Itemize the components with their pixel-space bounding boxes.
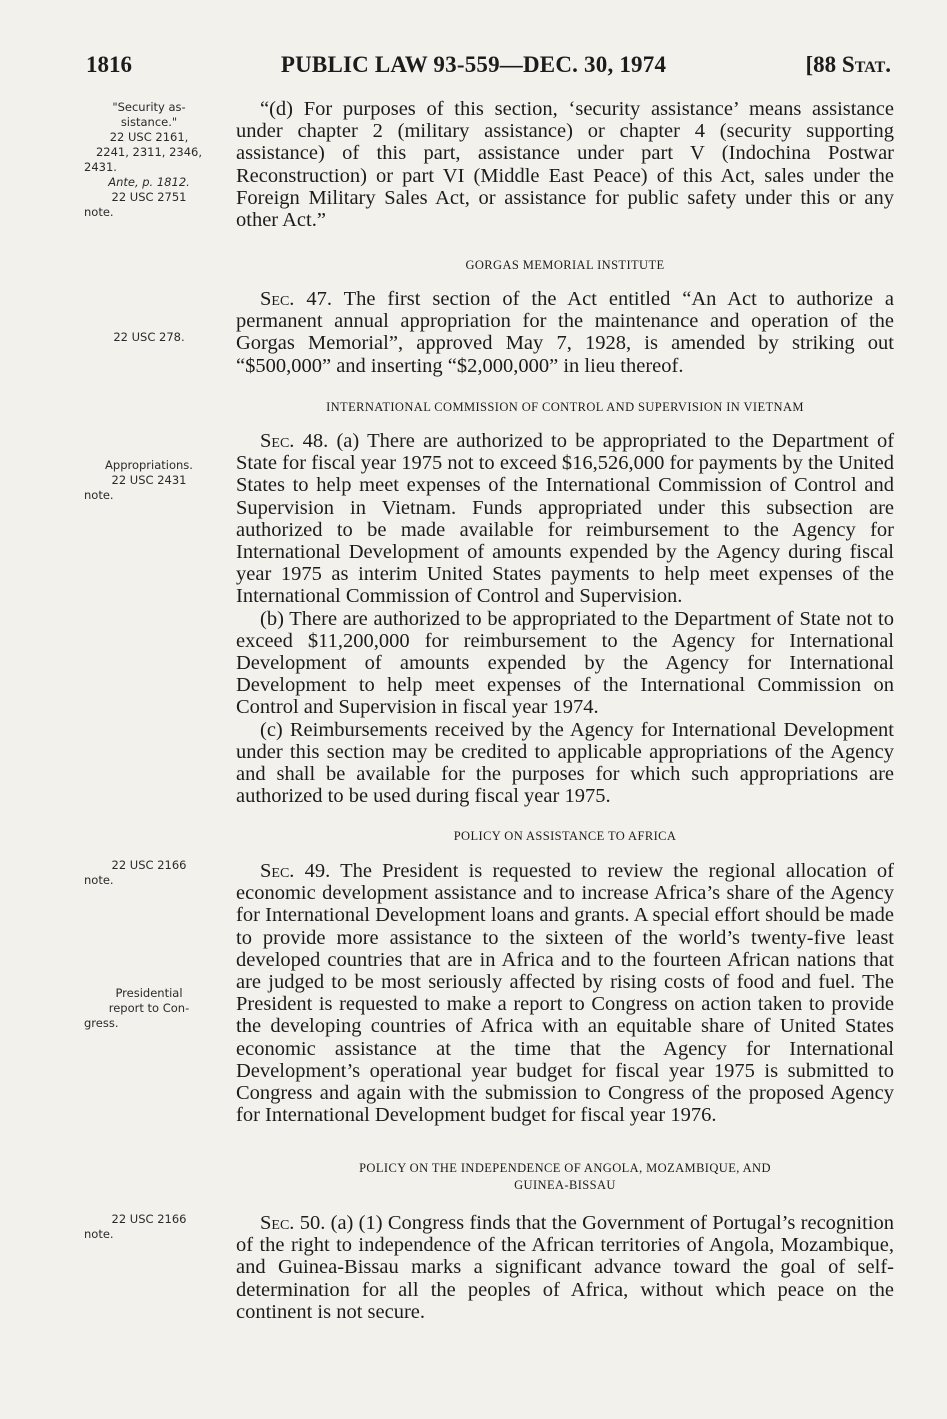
heading-line: GUINEA-BISSAU [514,1178,616,1192]
paragraph-d-security-assistance [236,98,894,231]
margin-note-line: 22 USC 2161, [109,130,189,144]
margin-note-line: sistance." [120,115,178,129]
section-label: Sec. 50. [260,1212,326,1234]
margin-note-line: note. [84,205,114,219]
heading-line: POLICY ON THE INDEPENDENCE OF ANGOLA, MOZAMBIQUE, AND [359,1161,771,1175]
section-paragraph [236,860,894,1126]
section-48 [236,430,894,807]
section-paragraph: (b) There are authorized to be appropriated to the Department of State not to exceed $11,200,000 for reimbursement to the Agency for International Development of amounts expended by the Agency for International Development to help meet expenses of the International Commission on Control and Supervision in fiscal year 1974. [236,607,894,719]
margin-note-22-usc-2166-a [84,858,214,888]
margin-note-line: gress. [84,1016,119,1030]
margin-note-line: Presidential [115,986,183,1000]
section-paragraph: (c) Reimbursements received by the Agency for International Development under this section may be credited to applicable appropriations of the Agency and shall be available for the purposes for which such appropriations are authorized to be used during fiscal year 1975. [236,718,894,808]
margin-note-line: 22 USC 2431 [111,473,187,487]
section-label: Sec. 49. [260,860,331,882]
margin-note-22-usc-2166-b [84,1212,214,1242]
section-50 [236,1212,894,1323]
margin-note-line: report to Con- [108,1001,190,1015]
section-paragraph [236,288,894,377]
section-text: (a) (1) Congress finds that the Government of Portugal’s recognition of the right to independence of the African territories of Angola, Mozambique, and Guinea-Bissau marks a significant advance toward the goal of self-determination for all the peoples of Africa, without which peace on the continent is not secure. [236,1212,895,1323]
heading-gorgas-memorial: GORGAS MEMORIAL INSTITUTE [465,258,665,272]
margin-note-line: note. [84,488,114,502]
margin-note-line: 22 USC 278. [113,330,185,344]
margin-note-line: Ante, p. 1812. [108,175,190,189]
margin-note-line: 22 USC 2751 [111,190,187,204]
running-title: PUBLIC LAW 93-559—DEC. 30, 1974 [280,52,667,77]
margin-note-line: Appropriations. [105,458,193,472]
section-text: The first section of the Act entitled “An Act to authorize a permanent annual appropriation for the maintenance and operation of the Gorgas Memorial”, approved May 7, 1928, is amended by striking out “$500,000” and inserting “$2,000,000” in lieu thereof. [236,288,894,377]
statute-volume: [88 Stat. [805,52,891,77]
heading-iccs-vietnam: INTERNATIONAL COMMISSION OF CONTROL AND SUPERVISION IN VIETNAM [326,400,804,414]
margin-note-line: 2241, 2311, 2346, [95,145,203,159]
margin-note-line: 22 USC 2166 [111,1212,187,1226]
paragraph-text: “(d) For purposes of this section, ‘security assistance’ means assistance under chapter 2 (military assistance) or chapter 4 (security supporting assistance) of this part, assistance under part V (Indochina Postwar Reconstruction) or part VI (Middle East Peace) of this Act, sales under the Foreign Military Sales Act, or assistance for public safety under this or any other Act.” [236,98,894,232]
margin-note-line: "Security as- [112,100,186,114]
margin-note-line: note. [84,873,114,887]
margin-note-line: 22 USC 2166 [111,858,187,872]
section-text: (a) There are authorized to be appropriated to the Department of State for fiscal year 1975 not to exceed $16,526,000 for payments by the United States to help meet expenses of the International Commission of Control and Supervision in Vietnam. Funds appropriated under this subsection are authorized to be made available for reimbursement to the Agency for International Development of amounts expended by the Agency during fiscal year 1975 as interim United States payments to help meet expenses of the International Commission of Control and Supervision. [236,430,895,608]
margin-note-presidential-report [84,986,214,1031]
heading-africa-policy: POLICY ON ASSISTANCE TO AFRICA [453,829,677,843]
section-47 [236,288,894,377]
section-paragraph [236,430,894,608]
margin-note-appropriations [84,458,214,503]
section-label: Sec. 48. [260,430,329,452]
margin-note-security-assistance [84,100,214,220]
page-header [0,52,947,88]
section-paragraph [236,1212,894,1323]
section-49 [236,860,894,1126]
margin-note-line: note. [84,1227,114,1241]
heading-angola-policy [236,1160,894,1194]
margin-note-line: 2431. [84,160,117,174]
section-text: The President is requested to review the regional allocation of economic development assistance and to increase Africa’s share of the Agency for International Development loans and grants. A special effort should be made to provide more assistance to the sixteen of the world’s twenty-five least developed countries that are in Africa and to the fourteen African nations that are judged to be most seriously affected by rising costs of food and fuel. The President is requested to make a report to Congress on action taken to provide the developing countries of Africa with an equitable share of United States economic assistance at the time that the Agency for International Development’s operational year budget for fiscal year 1975 is submitted to Congress and again with the submission to Congress of the proposed Agency for International Development budget for fiscal year 1976. [236,860,894,1127]
page-number: 1816 [86,52,132,77]
margin-note-22-usc-278 [84,330,214,345]
section-label: Sec. 47. [260,288,332,310]
